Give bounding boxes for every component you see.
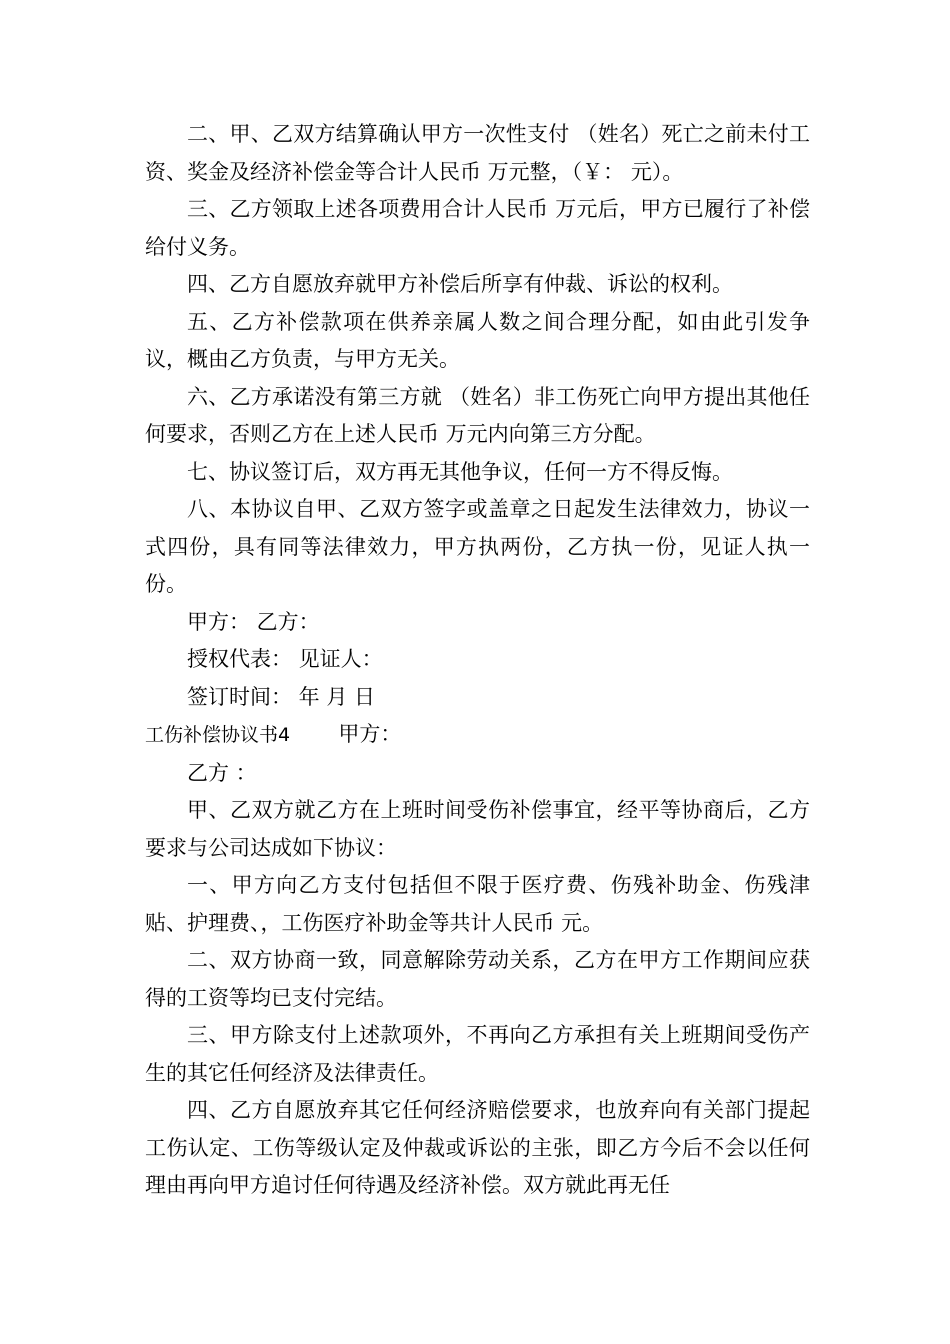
- agreement-4-party-a: 甲方：: [338, 722, 402, 746]
- part1-clause-3: 三、乙方领取上述各项费用合计人民币 万元后，甲方已履行了补偿给付义务。: [145, 197, 810, 259]
- part1-clause-8: 八、本协议自甲、乙双方签字或盖章之日起发生法律效力，协议一式四份，具有同等法律效力，甲方执两份，乙方执一份，见证人执一份。: [145, 497, 810, 596]
- agreement-4-party-b: 乙方 ：: [187, 760, 257, 785]
- sign-parties: 甲方： 乙方：: [187, 609, 320, 634]
- sign-date: 签订时间： 年 月 日: [187, 684, 376, 709]
- agreement-4-clause-3: 三、甲方除支付上述款项外，不再向乙方承担有关上班期间受伤产生的其它任何经济及法律责任。: [145, 1023, 810, 1085]
- part1-clause-4: 四、乙方自愿放弃就甲方补偿后所享有仲裁、诉讼的权利。: [187, 272, 733, 296]
- agreement-4-clause-2: 二、双方协商一致，同意解除劳动关系，乙方在甲方工作期间应获得的工资等均已支付完结。: [145, 948, 810, 1010]
- document-page: [145, 116, 810, 1205]
- agreement-4-intro: 甲、乙双方就乙方在上班时间受伤补偿事宜，经平等协商后，乙方要求与公司达成如下协议：: [145, 798, 810, 860]
- agreement-4-clause-1: 一、甲方向乙方支付包括但不限于医疗费、伤残补助金、伤残津贴、护理费、，工伤医疗补助金等共计人民币 元。: [145, 873, 810, 935]
- part1-clause-2: 二、甲、乙双方结算确认甲方一次性支付 （姓名）死亡之前未付工资、奖金及经济补偿金等合计人民币 万元整，（￥： 元）。: [145, 122, 810, 184]
- part1-clause-6: 六、乙方承诺没有第三方就 （姓名）非工伤死亡向甲方提出其他任何要求，否则乙方在上述人民币 万元内向第三方分配。: [145, 384, 810, 446]
- part1-clause-7: 七、协议签订后，双方再无其他争议，任何一方不得反悔。: [187, 459, 733, 484]
- part1-clause-5: 五、乙方补偿款项在供养亲属人数之间合理分配，如由此引发争议，概由乙方负责，与甲方无关。: [145, 309, 810, 371]
- sign-representatives: 授权代表： 见证人：: [187, 647, 383, 671]
- agreement-4-title: 工伤补偿协议书4: [145, 724, 291, 746]
- agreement-4-clause-4: 四、乙方自愿放弃其它任何经济赔偿要求，也放弃向有关部门提起工伤认定、工伤等级认定及仲裁或诉讼的主张，即乙方今后不会以任何理由再向甲方追讨任何待遇及经济补偿。双方就此再无任: [145, 1098, 810, 1197]
- agreement-4-heading: [145, 716, 810, 755]
